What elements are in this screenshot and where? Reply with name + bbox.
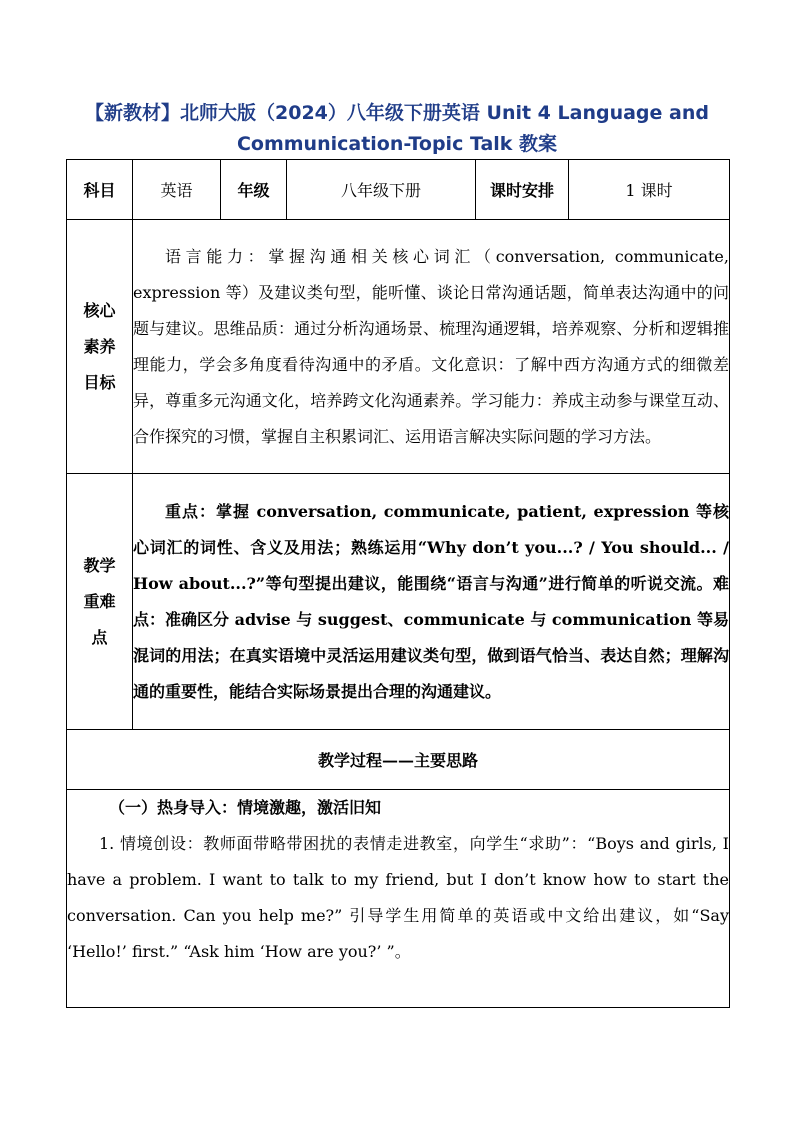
key-points-label-line-2: 重难: [83, 591, 116, 611]
process-content-row: [67, 790, 730, 1008]
process-heading-row: [67, 730, 730, 790]
goals-label-line-1: 核心: [83, 300, 116, 320]
goals-label-line-2: 素养: [83, 336, 116, 356]
key-points-label-line-3: 点: [91, 627, 108, 647]
document-title: [0, 98, 794, 160]
section-1-paragraph: 1. 情境创设：教师面带略带困扰的表情走进教室，向学生“求助”：“Boys and girls, I have a problem. I want to talk to my friend, but I don’t know how to start the conversation. Can you help me?” 引导学生用简单的英语或中文给出建议，如“Say ‘Hello!’ first.” “Ask him ‘How are you?’ ”。: [67, 834, 729, 961]
goals-label-line-3: 目标: [83, 372, 116, 392]
hours-label: 课时安排: [476, 160, 569, 220]
title-line-1: 【新教材】北师大版（2024）八年级下册英语 Unit 4 Language and: [85, 102, 709, 124]
process-content: [67, 790, 730, 1008]
goals-row: [67, 220, 730, 474]
goals-label: [67, 220, 133, 474]
header-row: [67, 160, 730, 220]
key-points-row: [67, 474, 730, 730]
grade-label: 年级: [221, 160, 287, 220]
key-points-label: [67, 474, 133, 730]
lesson-plan-table: [66, 159, 730, 1008]
subject-label: 科目: [67, 160, 133, 220]
title-line-2: Communication-Topic Talk 教案: [236, 133, 558, 155]
subject-value: 英语: [133, 160, 221, 220]
grade-value: 八年级下册: [287, 160, 476, 220]
key-points-text: 重点：掌握 conversation, communicate, patient, expression 等核心词汇的词性、含义及用法；熟练运用“Why don’t you...? / You should... / How about...?”等句型提出建议，能围绕“语言与沟通”进行简单的听说交流。难点：准确区分 advise 与 suggest、communicate 与 communication 等易混词的用法；在真实语境中灵活运用建议类句型，做到语气恰当、表达自然；理解沟通的重要性，能结合实际场景提出合理的沟通建议。: [133, 474, 730, 730]
key-points-label-line-1: 教学: [83, 555, 116, 575]
section-1-title: （一）热身导入：情境激趣，激活旧知: [109, 798, 382, 817]
goals-text: 语言能力：掌握沟通相关核心词汇（conversation, communicate, expression 等）及建议类句型，能听懂、谈论日常沟通话题，简单表达沟通中的问题与建议。思维品质：通过分析沟通场景、梳理沟通逻辑，培养观察、分析和逻辑推理能力，学会多角度看待沟通中的矛盾。文化意识：了解中西方沟通方式的细微差异，尊重多元沟通文化，培养跨文化沟通素养。学习能力：养成主动参与课堂互动、合作探究的习惯，掌握自主积累词汇、运用语言解决实际问题的学习方法。: [133, 220, 730, 474]
hours-value: 1 课时: [569, 160, 730, 220]
process-heading: 教学过程——主要思路: [67, 730, 730, 790]
